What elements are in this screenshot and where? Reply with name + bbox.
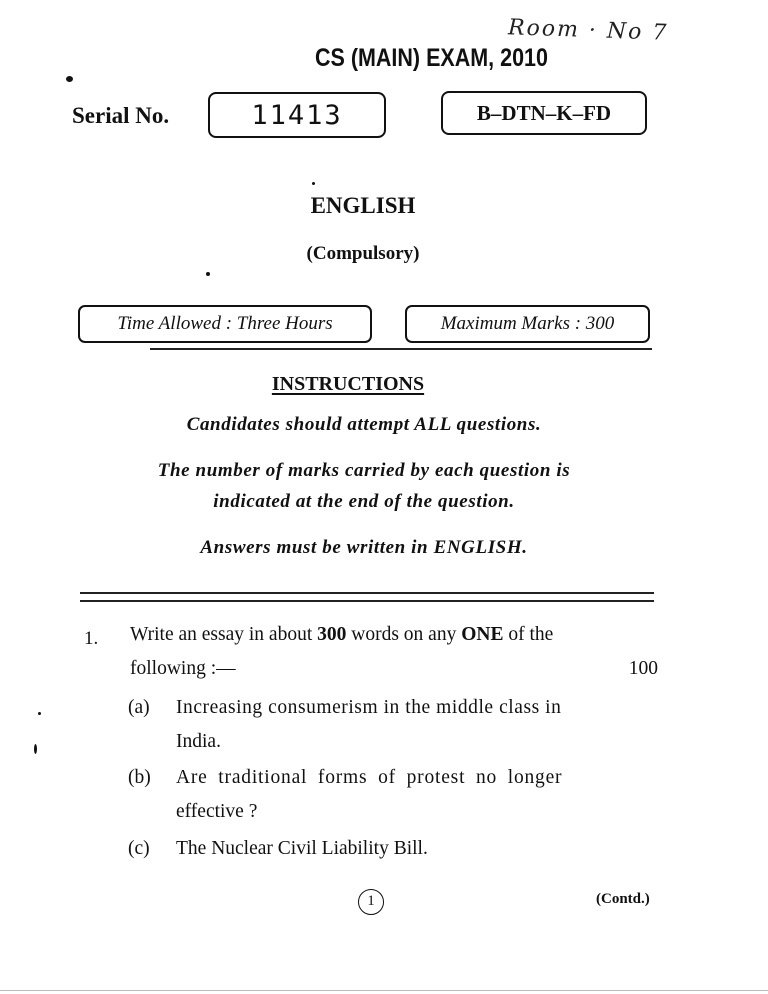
- ink-mark: [66, 76, 73, 82]
- option-label: (b): [128, 767, 151, 788]
- maximum-marks-box: Maximum Marks : 300: [405, 305, 650, 343]
- scan-edge: [0, 990, 768, 991]
- header-divider: [150, 348, 652, 350]
- section-divider: [80, 600, 654, 602]
- paper-code-box: B–DTN–K–FD: [441, 91, 647, 135]
- option-text: The Nuclear Civil Liability Bill.: [176, 838, 428, 859]
- instruction-line: The number of marks carried by each question is: [157, 460, 571, 481]
- option-label: (c): [128, 838, 150, 859]
- option-label: (a): [128, 697, 150, 718]
- instruction-line: indicated at the end of the question.: [213, 491, 515, 512]
- question-stem-continued: following :—: [130, 658, 236, 679]
- ink-mark: [38, 712, 41, 715]
- stem-part: words on any: [346, 624, 462, 645]
- instructions-heading: INSTRUCTIONS: [271, 373, 425, 395]
- time-allowed-box: Time Allowed : Three Hours: [78, 305, 372, 343]
- stem-part: of the: [503, 624, 554, 645]
- option-text: effective ?: [176, 801, 258, 822]
- instruction-line: Candidates should attempt ALL questions.: [186, 414, 542, 435]
- stem-emphasis: ONE: [461, 624, 504, 645]
- handwritten-room-note: Room · No 7: [507, 15, 669, 46]
- option-text: Are traditional forms of protest no longer: [176, 767, 563, 788]
- stem-word-count: 300: [317, 624, 347, 645]
- option-text: India.: [176, 731, 221, 752]
- instruction-line: Answers must be written in ENGLISH.: [200, 537, 528, 558]
- exam-title: CS (MAIN) EXAM, 2010: [315, 44, 548, 72]
- question-marks: 100: [628, 658, 658, 679]
- page-number: 1: [358, 889, 384, 915]
- subject-title-text: ENGLISH: [310, 193, 416, 218]
- subject-subtitle: (Compulsory): [306, 243, 420, 264]
- serial-number-box: 11413: [208, 92, 386, 138]
- question-number: 1.: [84, 628, 99, 649]
- ink-mark: [312, 182, 315, 185]
- ink-mark: [206, 272, 210, 276]
- serial-label: Serial No.: [72, 103, 170, 128]
- subject-title: [0, 193, 726, 219]
- stem-part: Write an essay in about: [130, 624, 318, 645]
- section-divider: [80, 592, 654, 594]
- continued-label: (Contd.): [596, 891, 650, 907]
- question-stem: [130, 624, 658, 646]
- ink-mark: [34, 744, 37, 754]
- option-text: Increasing consumerism in the middle class in: [176, 697, 562, 718]
